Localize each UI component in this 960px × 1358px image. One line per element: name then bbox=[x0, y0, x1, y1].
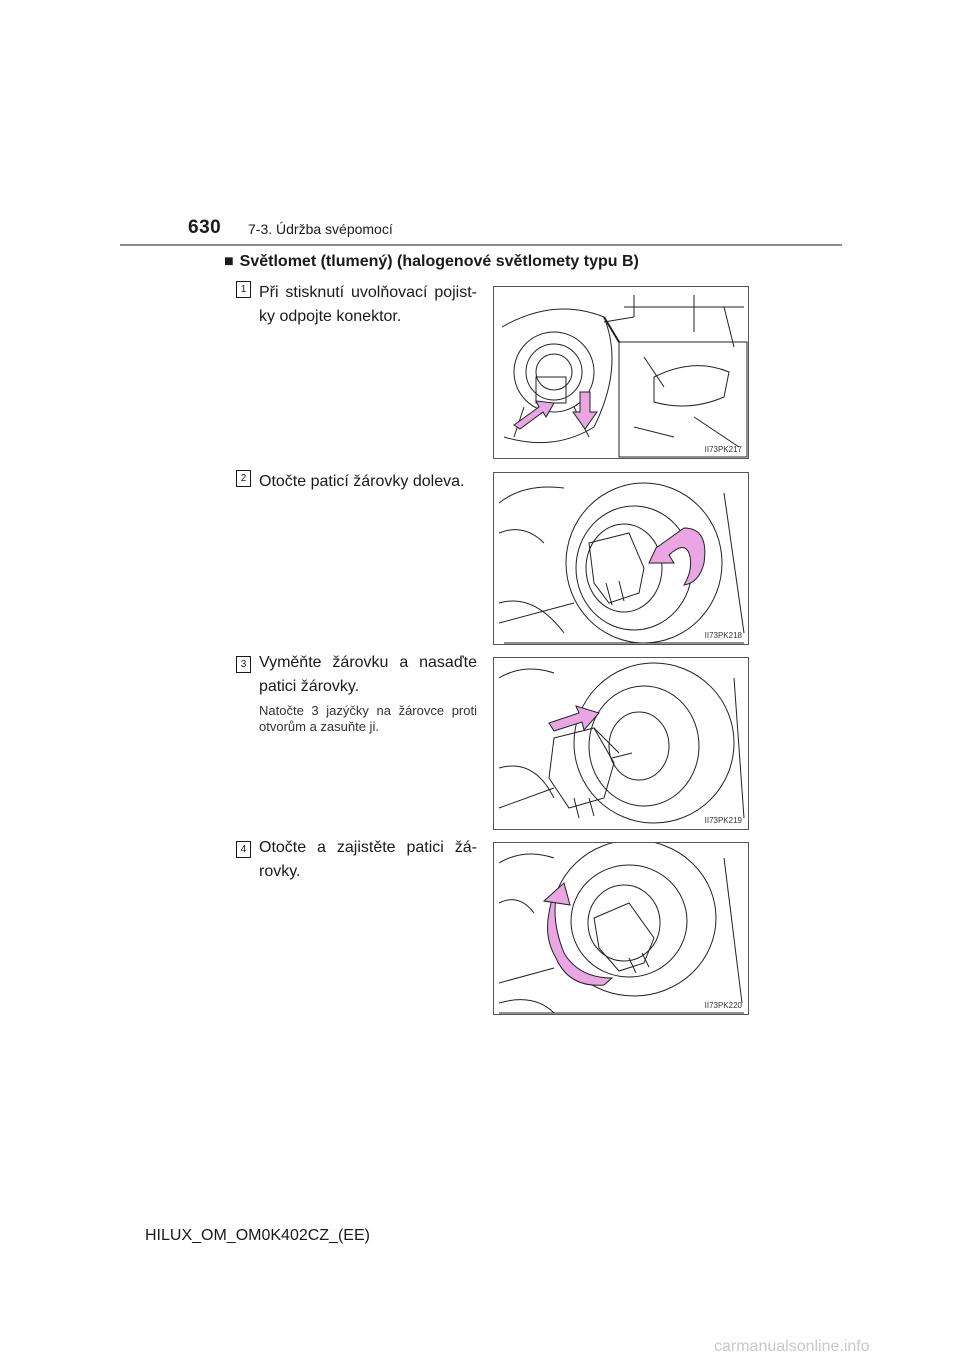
image-code: II73PK220 bbox=[704, 1001, 742, 1010]
illustration-2 bbox=[493, 472, 749, 645]
step-text-1: Při stisknutí uvolňovací pojist-ky odpojte konektor. bbox=[259, 284, 477, 325]
rotate-left-illustration bbox=[494, 473, 749, 645]
section-title: 7-3. Údržba svépomocí bbox=[248, 221, 393, 237]
header-divider bbox=[120, 244, 842, 246]
step-text-3: Vyměňte žárovku a nasaďte patici žárovky. bbox=[259, 654, 477, 695]
step-text-2: Otočte paticí žárovky doleva. bbox=[259, 473, 465, 490]
replace-bulb-illustration bbox=[494, 658, 749, 830]
step-note-3: Natočte 3 jazýčky na žárovce proti otvorům a zasuňte ji. bbox=[259, 703, 477, 734]
image-code: II73PK219 bbox=[704, 816, 742, 825]
page-number: 630 bbox=[188, 217, 222, 238]
watermark: carmanualsonline.info bbox=[714, 1338, 870, 1355]
heading-bullet-icon: ■ bbox=[224, 253, 234, 270]
step-number-3: 3 bbox=[236, 656, 251, 673]
step-number-4: 4 bbox=[236, 841, 251, 858]
illustration-1 bbox=[493, 286, 749, 459]
image-code: II73PK218 bbox=[704, 631, 742, 640]
step-number-2: 2 bbox=[236, 470, 251, 487]
connector-illustration bbox=[494, 287, 749, 459]
heading-text: Světlomet (tlumený) (halogenové světlomety typu B) bbox=[239, 253, 639, 270]
illustration-4 bbox=[493, 842, 749, 1015]
step-number-1: 1 bbox=[236, 281, 251, 298]
lock-bulb-illustration bbox=[494, 843, 749, 1015]
step-text-4: Otočte a zajistěte patici žá-rovky. bbox=[259, 839, 477, 880]
subsection-heading bbox=[224, 253, 639, 271]
document-footer: HILUX_OM_OM0K402CZ_(EE) bbox=[145, 1227, 370, 1244]
image-code: II73PK217 bbox=[704, 445, 742, 454]
illustration-3 bbox=[493, 657, 749, 830]
